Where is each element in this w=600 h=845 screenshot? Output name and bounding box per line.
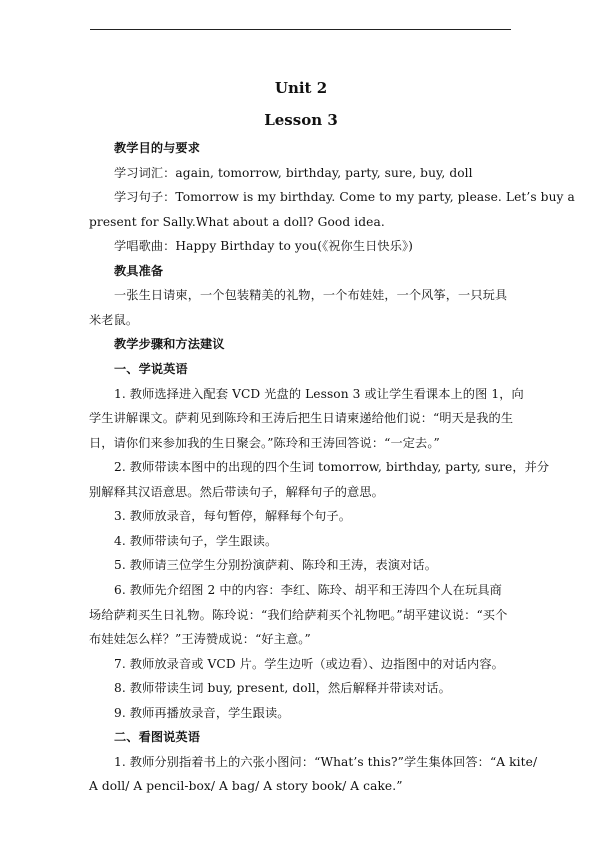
text-line: 场给萨莉买生日礼物。陈玲说：“我们给萨莉买个礼物吧。”胡平建议说：“买个 [89,607,508,622]
section-heading: 教具准备 [114,263,164,278]
text-line: A doll/ A pencil-box/ A bag/ A story book/ A cake.” [89,779,403,794]
text-line: 2. 教师带读本图中的出现的四个生词 tomorrow, birthday, party, sure，并分 [114,460,550,475]
lesson-title: Lesson 3 [264,111,338,129]
text-line: 1. 教师分别指着书上的六张小图问：“What’s this?”学生集体回答：“A kite/ [114,754,538,769]
header-rule [90,29,511,30]
text-line: 1. 教师选择进入配套 VCD 光盘的 Lesson 3 或让学生看课本上的图 1，向 [114,386,524,401]
text-line: 日，请你们来参加我的生日聚会。”陈玲和王涛回答说：“一定去。” [89,435,440,450]
text-line: 学生讲解课文。萨莉见到陈玲和王涛后把生日请柬递给他们说：“明天是我的生 [89,411,514,426]
text-line: 一张生日请柬，一个包装精美的礼物，一个布娃娃，一个风筝，一只玩具 [114,288,508,303]
text-line: 7. 教师放录音或 VCD 片。学生边听（或边看）、边指图中的对话内容。 [114,656,504,671]
text-line: 布娃娃怎么样？”王涛赞成说：“好主意。” [89,632,311,646]
text-line: 学习句子：Tomorrow is my birthday. Come to my party, please. Let’s buy a [114,190,575,205]
text-line: 学习词汇：again, tomorrow, birthday, party, sure, buy, doll [114,165,473,180]
text-line: 3. 教师放录音，每句暂停，解释每个句子。 [114,509,351,524]
section-heading: 教学目的与要求 [114,141,201,155]
section-heading: 教学步骤和方法建议 [114,337,225,352]
text-line: 别解释其汉语意思。然后带读句子，解释句子的意思。 [89,484,384,499]
unit-title: Unit 2 [274,79,328,97]
section-heading: 一、学说英语 [114,362,188,376]
text-line: 米老鼠。 [89,312,139,327]
text-line: 8. 教师带读生词 buy, present, doll，然后解释并带读对话。 [114,681,451,696]
text-line: 4. 教师带读句子，学生跟读。 [114,533,278,548]
text-line: present for Sally.What about a doll? Good idea. [89,214,385,229]
text-line: 6. 教师先介绍图 2 中的内容：李红、陈玲、胡平和王涛四个人在玩具商 [114,582,502,597]
text-line: 9. 教师再播放录音，学生跟读。 [114,705,290,720]
text-line: 学唱歌曲：Happy Birthday to you(《祝你生日快乐》) [114,239,414,254]
text-line: 5. 教师请三位学生分别扮演萨莉、陈玲和王涛，表演对话。 [114,558,437,573]
section-heading: 二、看图说英语 [114,730,201,745]
